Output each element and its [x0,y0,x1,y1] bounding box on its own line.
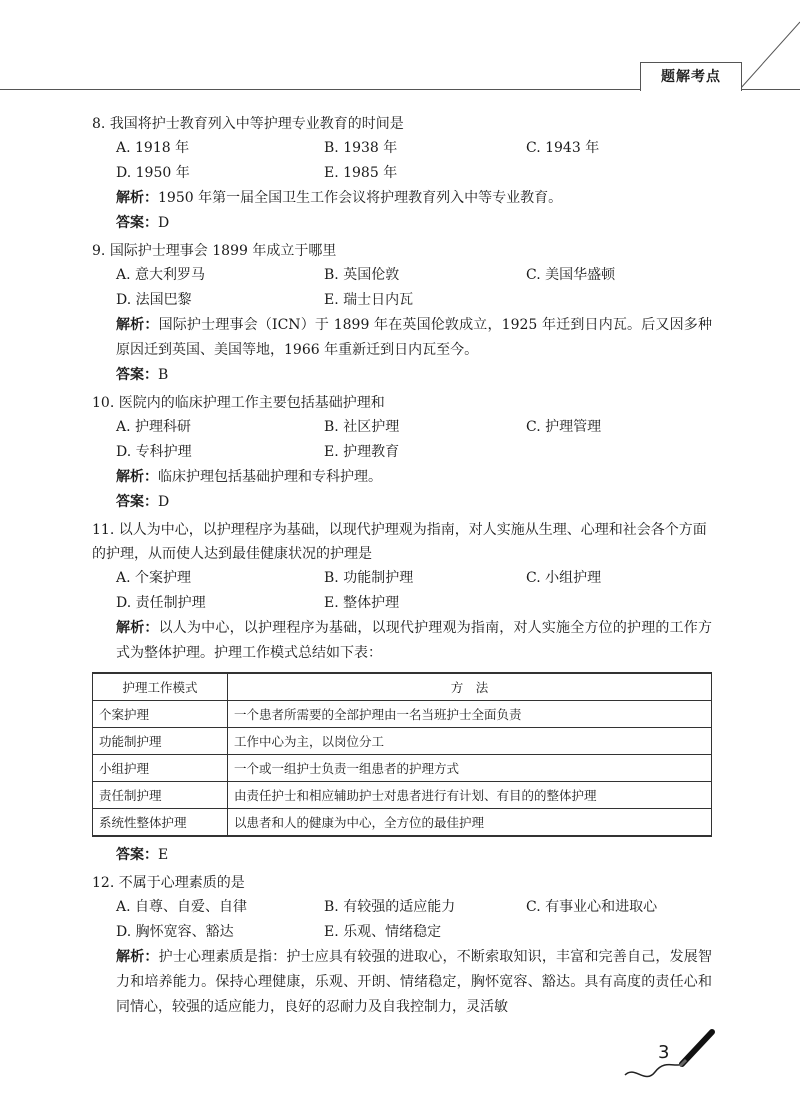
option: E. 护理教育 [324,444,400,460]
option: D. 专科护理 [116,444,192,460]
explanation: 解析：护士心理素质是指：护士应具有较强的进取心，不断索取知识，丰富和完善自己，发展智力和培养能力。保持心理健康，乐观、开朗、情绪稳定，胸怀宽容、豁达。具有高度的责任心和同情心，较强的适应能力，良好的忍耐力及自我控制力，灵活敏 [116,949,713,1015]
section-tab: 题解考点 [640,62,742,91]
answer: 答案：D [116,494,170,510]
table-cell: 一个或一组护士负责一组患者的护理方式 [228,755,712,782]
table-header-row [93,673,712,701]
option: E. 瑞士日内瓦 [324,292,414,308]
option: C. 小组护理 [526,570,602,586]
table-header: 护理工作模式 [93,673,228,701]
question-8 [92,112,712,236]
table-row [93,809,712,837]
option: C. 美国华盛顿 [526,267,616,283]
options [92,263,712,313]
question-stem: 10. 医院内的临床护理工作主要包括基础护理和 [92,395,385,411]
table-cell: 工作中心为主，以岗位分工 [228,728,712,755]
option: A. 护理科研 [116,419,192,435]
table-row [93,701,712,728]
options [92,566,712,616]
nursing-mode-table [92,672,712,837]
option: A. 1918 年 [116,140,190,156]
question-10 [92,391,712,515]
option: A. 自尊、自爱、自律 [116,899,248,915]
option: C. 有事业心和进取心 [526,899,658,915]
question-stem: 9. 国际护士理事会 1899 年成立于哪里 [92,243,337,259]
question-9 [92,239,712,388]
explanation: 解析：临床护理包括基础护理和专科护理。 [116,469,382,485]
option: B. 功能制护理 [324,570,414,586]
option: C. 1943 年 [526,140,600,156]
table-row [93,782,712,809]
question-stem: 8. 我国将护士教育列入中等护理专业教育的时间是 [92,116,404,132]
table-cell: 由责任护士和相应辅助护士对患者进行有计划、有目的的整体护理 [228,782,712,809]
question-stem: 12. 不属于心理素质的是 [92,875,245,891]
table-cell: 功能制护理 [93,728,228,755]
options [92,415,712,465]
option: B. 社区护理 [324,419,400,435]
question-11 [92,518,712,868]
option: D. 法国巴黎 [116,292,192,308]
table-row [93,755,712,782]
table-cell: 一个患者所需要的全部护理由一名当班护士全面负责 [228,701,712,728]
option: E. 1985 年 [324,165,398,181]
option: A. 意大利罗马 [116,267,206,283]
option: E. 乐观、情绪稳定 [324,924,442,940]
question-stem: 11. 以人为中心，以护理程序为基础，以现代护理观为指南，对人实施从生理、心理和社会各个方面的护理，从而使人达到最佳健康状况的护理是 [92,522,707,562]
option: D. 1950 年 [116,165,190,181]
pen-icon [620,1020,720,1090]
table-row [93,728,712,755]
option: D. 责任制护理 [116,595,206,611]
answer: 答案：B [116,367,169,383]
answer: 答案：D [116,215,170,231]
table-cell: 系统性整体护理 [93,809,228,837]
table-cell: 以患者和人的健康为中心，全方位的最佳护理 [228,809,712,837]
option: B. 有较强的适应能力 [324,899,456,915]
option: D. 胸怀宽容、豁达 [116,924,234,940]
option: C. 护理管理 [526,419,602,435]
options [92,895,712,945]
option: B. 1938 年 [324,140,398,156]
option: B. 英国伦敦 [324,267,400,283]
explanation: 解析：国际护士理事会（ICN）于 1899 年在英国伦敦成立，1925 年迁到日内瓦。后又因多种原因迁到英国、美国等地，1966 年重新迁到日内瓦至今。 [116,317,712,358]
explanation: 解析：1950 年第一届全国卫生工作会议将护理教育列入中等专业教育。 [116,190,563,206]
page-number: 3 [658,1042,670,1063]
explanation: 解析：以人为中心，以护理程序为基础，以现代护理观为指南，对人实施全方位的护理的工作方式为整体护理。护理工作模式总结如下表： [116,620,713,661]
table-cell: 个案护理 [93,701,228,728]
option: A. 个案护理 [116,570,192,586]
table-cell: 责任制护理 [93,782,228,809]
options [92,136,712,186]
table-header: 方 法 [228,673,712,701]
question-12 [92,871,712,1020]
option: E. 整体护理 [324,595,400,611]
answer: 答案：E [116,847,169,863]
page-content [92,112,712,1020]
table-cell: 小组护理 [93,755,228,782]
